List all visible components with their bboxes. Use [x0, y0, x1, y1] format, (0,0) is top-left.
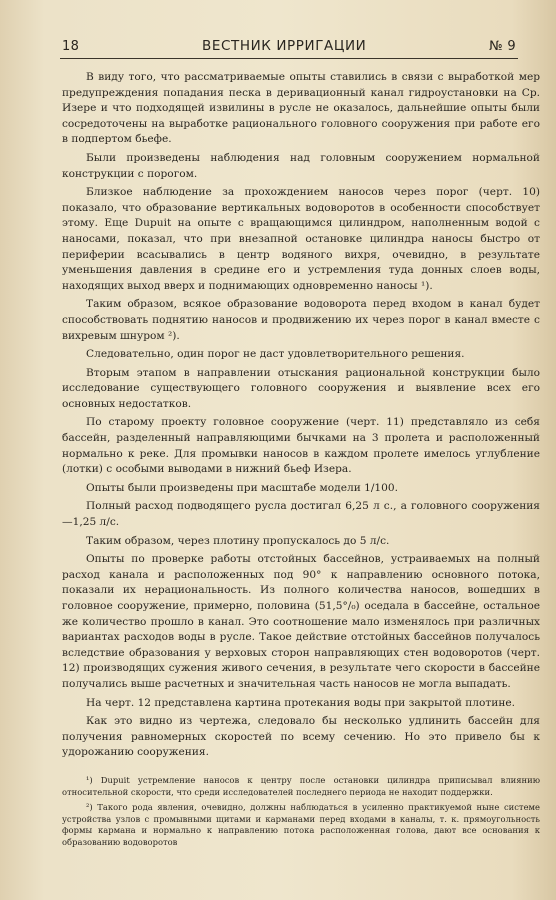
article-body — [62, 70, 540, 764]
paragraph: Были произведены наблюдения над головным сооружением нормальной конструкции с порогом. — [62, 151, 540, 180]
header-rule — [60, 58, 518, 59]
paragraph: Таким образом, всякое образование водоворота перед входом в канал будет способствовать поднятию наносов и продвижению их через порог в канал вместе с вихревым шнуром ²). — [62, 298, 540, 342]
paragraph: Вторым этапом в направлении отыскания рациональной конструкции было исследование существующего головного сооружения и выявление всех его основных недостатков. — [62, 366, 540, 410]
paragraph: Полный расход подводящего русла достигал 6,25 л с., а головного сооружения—1,25 л/с. — [62, 500, 540, 529]
paragraph: Следовательно, один порог не даст удовлетворительного решения. — [86, 348, 465, 361]
issue-number: № 9 — [489, 39, 516, 54]
journal-title: ВЕСТНИК ИРРИГАЦИИ — [201, 38, 367, 54]
paragraph: По старому проекту головное сооружение (черт. 11) представляло из себя бассейн, разделенный направляющими бычками на 3 пролета и расположенный нормально к реке. Для промывки наносов в каждом пролете имелось углубление (лотки) с особыми выводами в нижний бьеф Изера. — [62, 416, 540, 476]
paragraph: Таким образом, через плотину пропускалось до 5 л/с. — [86, 534, 390, 547]
paragraph: Близкое наблюдение за прохождением наносов через порог (черт. 10) показало, что образование вертикальных водоворотов в особенности способствует этому. Еще Dupuit на опыте с вращающимся цилиндром, наполненным водой с наносами, показал, что при внезапной остановке цилиндра наносы быстро от периферии всасывались в центр водяного вихря, очевидно, в результате уменьшения давления в средине его и устремления туда донных слоев воды, находящих выход вверх и поднимающих одновременно наносы ¹). — [62, 186, 540, 292]
running-header — [62, 38, 516, 54]
paragraph: В виду того, что рассматриваемые опыты ставились в связи с выработкой мер предупреждения попадания песка в деривационный канал гидроустановки на Ср. Изере и что подходящей извилины в русле не оказалось, дальнейшие опыты были сосредоточены на выработке рационального головного сооружения при работе его в подпертом бьефе. — [62, 71, 540, 146]
page-number: 18 — [62, 39, 80, 54]
paragraph: Как это видно из чертежа, следовало бы несколько удлинить бассейн для получения равномерных скоростей по всему сечению. Но это привело бы к удорожанию сооружения. — [62, 715, 540, 759]
paragraph: На черт. 12 представлена картина протекания воды при закрытой плотине. — [86, 696, 516, 709]
footnote: ¹) Dupuit устремление наносов к центру после остановки цилиндра приписывал влиянию относительной скорости, что среди исследователей последнего периода не находит поддержки. — [62, 775, 540, 797]
paragraph: Опыты были произведены при масштабе модели 1/100. — [86, 481, 399, 494]
footnote: ²) Такого рода явления, очевидно, должны наблюдаться в усиленно практикуемой ныне системе устройства узлов с промывными щитами и карманами перед входами в каналы, т. к. прямоугольность формы кармана и нормально к направлению потока расположенная голова, дают все основания к образованию водоворотов — [62, 802, 540, 847]
paragraph: Опыты по проверке работы отстойных бассейнов, устраиваемых на полный расход канала и расположенных под 90° к направлению основного потока, показали их нерациональность. Из полного количества наносов, вошедших в головное сооружение, примерно, половина (51,5°/₀) оседала в бассейне, остальное же количество прошло в канал. Это соотношение мало изменялось при различных вариантах расходов воды в русле. Такое действие отстойных бассейнов получалось вследствие образования у верховых сторон направляющих стен водоворотов (черт. 12) производящих сужения живого сечения, в результате чего скорости в бассейне получались выше расчетных и значительная часть наносов не могла выпадать. — [62, 553, 540, 690]
footnotes — [62, 775, 540, 853]
